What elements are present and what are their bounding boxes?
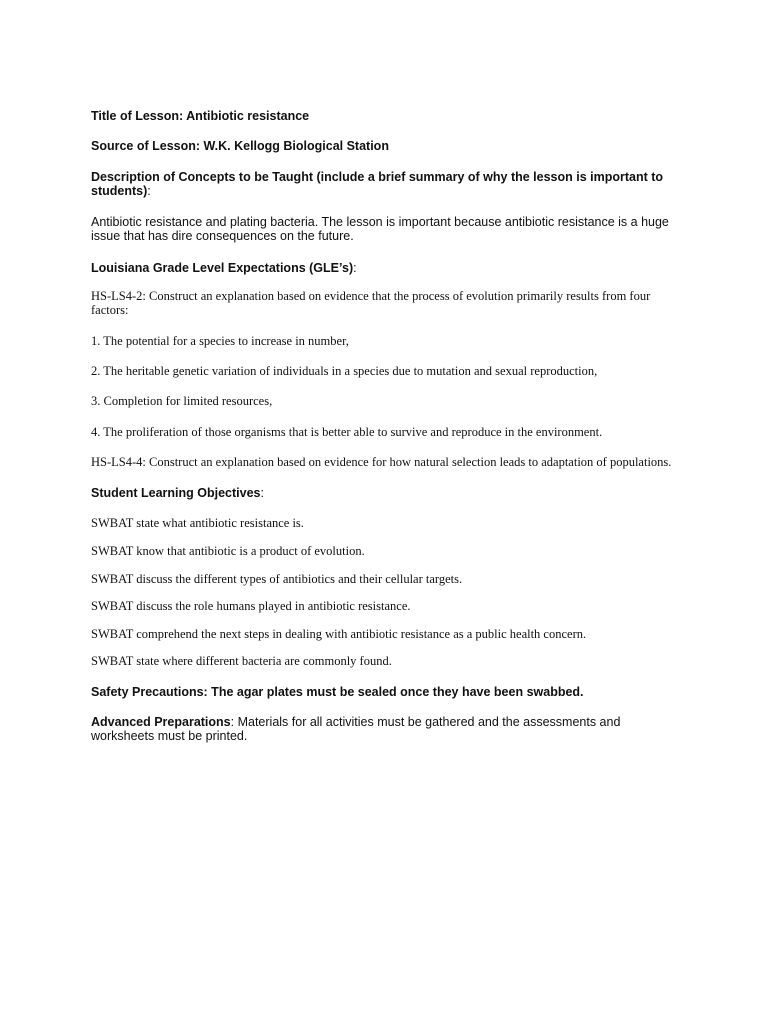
lesson-source-value: W.K. Kellogg Biological Station	[203, 139, 389, 153]
objective-item: SWBAT state where different bacteria are commonly found.	[91, 654, 392, 668]
objectives-heading-text: Student Learning Objectives	[91, 486, 261, 500]
lesson-title-label: Title of Lesson:	[91, 109, 184, 123]
description-heading-colon: :	[147, 184, 151, 198]
objective-item: SWBAT know that antibiotic is a product of evolution.	[91, 544, 365, 558]
advanced-preparations	[91, 715, 651, 743]
description-heading-text: Description of Concepts to be Taught (include a brief summary of why the lesson is important to students)	[91, 170, 664, 198]
gle-standard-ls4-4: HS-LS4-4: Construct an explanation based on evidence for how natural selection leads to adaptation of populations.	[91, 455, 672, 469]
description-heading	[91, 170, 671, 198]
objective-item: SWBAT comprehend the next steps in dealing with antibiotic resistance as a public health concern.	[91, 627, 587, 641]
advanced-preparations-body: : Materials for all activities must be gathered and the assessments and worksheets must be printed.	[91, 715, 621, 743]
gle-factor-item: 4. The proliferation of those organisms that is better able to survive and reproduce in the environment.	[91, 425, 603, 439]
gle-factor-item: 3. Completion for limited resources,	[91, 394, 273, 408]
lesson-title-value: Antibiotic resistance	[186, 109, 310, 123]
gle-heading-colon: :	[353, 261, 357, 275]
lesson-source-label: Source of Lesson:	[91, 139, 201, 153]
advanced-preparations-label: Advanced Preparations	[91, 715, 231, 729]
safety-precautions: Safety Precautions: The agar plates must be sealed once they have been swabbed.	[91, 685, 584, 699]
description-body: Antibiotic resistance and plating bacteria. The lesson is important because antibiotic resistance is a huge issue that has dire consequences on the future.	[91, 215, 669, 243]
gle-standard-ls4-2: HS-LS4-2: Construct an explanation based on evidence that the process of evolution primarily results from four factors:	[91, 289, 651, 317]
lesson-source-line	[91, 139, 691, 153]
gle-heading-text: Louisiana Grade Level Expectations (GLE’s)	[91, 261, 354, 275]
objective-item: SWBAT discuss the role humans played in antibiotic resistance.	[91, 599, 411, 613]
lesson-title-line	[91, 109, 691, 123]
gle-factor-item: 2. The heritable genetic variation of individuals in a species due to mutation and sexual reproduction,	[91, 364, 598, 378]
objective-item: SWBAT discuss the different types of antibiotics and their cellular targets.	[91, 572, 463, 586]
objectives-heading-colon: :	[260, 486, 264, 500]
objective-item: SWBAT state what antibiotic resistance is.	[91, 516, 304, 530]
objectives-heading	[91, 486, 691, 500]
gle-factor-item: 1. The potential for a species to increase in number,	[91, 334, 349, 348]
gle-heading	[91, 261, 691, 275]
